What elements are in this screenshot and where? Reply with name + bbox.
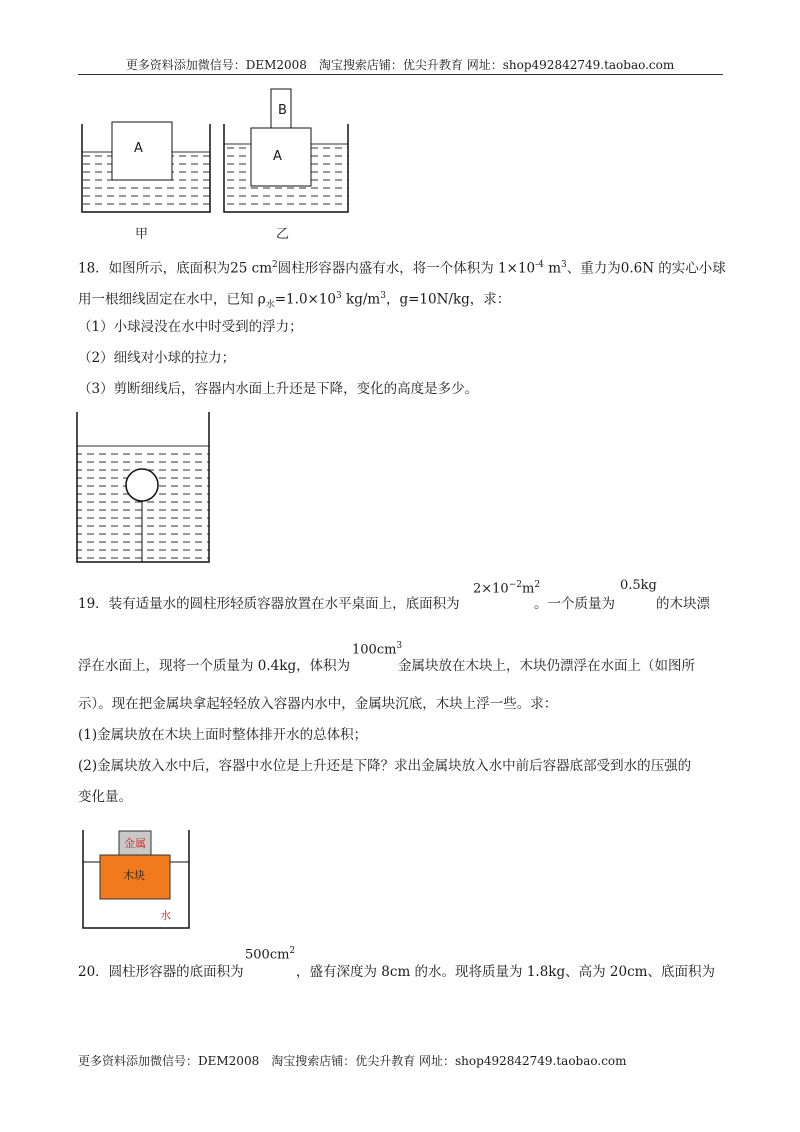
metal-label: 金属 [124,837,146,850]
caption-jia: 甲 [135,227,149,242]
page-footer: 更多资料添加微信号：DEM2008 淘宝搜索店铺：优尖升教育 网址：shop492842749.taobao.com [78,1054,627,1068]
q19-line1: 19．装有适量水的圆柱形轻质容器放置在水平桌面上，底面积为 [78,596,460,612]
q18-line2: 用一根细线固定在水中，已知 $\rho_水=1.0\times 10^3$ $kg/m^3$，g=10N/kg，求： [78,291,511,311]
q19-area-value: $2\times 10^{-2}m^2$ [473,580,541,597]
block-a-label-jia: A [134,141,143,156]
q18-sub2: （2）细线对小球的拉力； [78,350,236,366]
page-header: 更多资料添加微信号：DEM2008 淘宝搜索店铺：优尖升教育 网址：shop492842749.taobao.com [125,58,675,72]
ball [126,469,158,501]
figure-jia-yi [70,88,360,238]
q19-mass-value: 0.5kg [620,578,657,593]
q19-line3: 示）。现在把金属块拿起轻轻放入容器内水中，金属块沉底，木块上浮一些。求： [78,696,558,712]
block-b-label: B [278,103,287,118]
water-label: 水 [160,909,171,922]
figure-q18 [74,410,214,566]
q19-line1-c: 的木块漂 [656,596,710,612]
q19-sub3: 变化量。 [78,789,132,805]
q20-line1-b: ，盛有深度为 8cm 的水。现将质量为 1.8kg、高为 20cm、底面积为 [296,964,715,980]
q20-area-value: $500cm^2$ [245,946,296,963]
header-divider [78,74,723,75]
q19-line2-b: 金属块放在木块上，木块仍漂浮在水面上（如图所 [398,658,695,674]
q19-sub1: (1)金属块放在木块上面时整体排开水的总体积； [78,727,368,743]
container-jia [82,122,210,212]
wood-label: 木块 [123,869,145,882]
q20-line1-a: 20．圆柱形容器的底面积为 [78,964,244,980]
q18-sub1: （1）小球浸没在水中时受到的浮力； [78,319,303,335]
q19-line1-b: 。一个质量为 [534,596,615,612]
q19-volume-value: $100cm^3$ [352,641,403,658]
q18-line1: 18．如图所示，底面积为25 $cm^2$圆柱形容器内盛有水，将一个体积为 $1\times 10^{-4}$ $m^3$、重力为0.6N 的实心小球 [78,260,726,277]
caption-yi: 乙 [276,227,290,242]
q18-sub3: （3）剪断细线后，容器内水面上升还是下降，变化的高度是多少。 [78,381,479,397]
block-a-label-yi: A [273,149,282,164]
q19-sub2: (2)金属块放入水中后，容器中水位是上升还是下降？求出金属块放入水中前后容器底部受到水的压强的 [78,758,692,774]
q19-line2-a: 浮在水面上，现将一个质量为 0.4kg，体积为 [78,658,351,674]
